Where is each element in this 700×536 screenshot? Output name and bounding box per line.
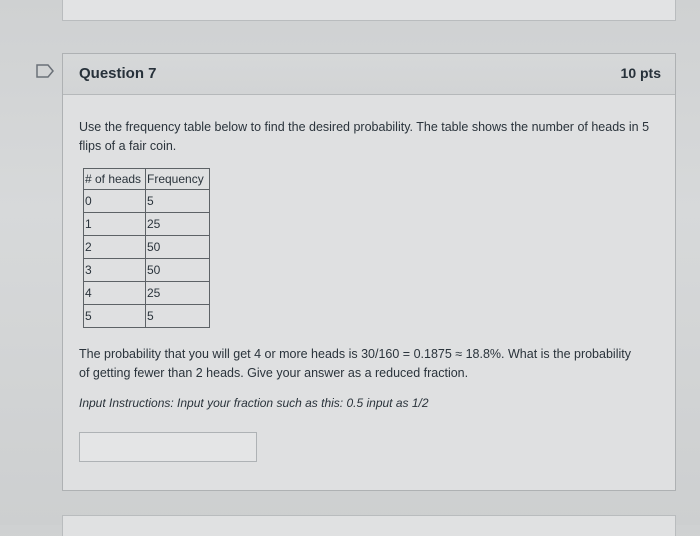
table-cell: 3	[84, 259, 146, 282]
question-card	[62, 53, 676, 491]
previous-question-card	[62, 0, 676, 21]
table-row	[84, 236, 210, 259]
table-cell: 4	[84, 282, 146, 305]
input-instructions: Input Instructions: Input your fraction such as this: 0.5 input as 1/2	[79, 396, 429, 410]
table-cell: 1	[84, 213, 146, 236]
column-header-heads: # of heads	[84, 169, 146, 190]
table-cell: 50	[146, 259, 210, 282]
table-header-row	[84, 169, 210, 190]
answer-input[interactable]	[79, 432, 257, 462]
table-row	[84, 190, 210, 213]
table-cell: 2	[84, 236, 146, 259]
table-cell: 5	[84, 305, 146, 328]
question-explanation: The probability that you will get 4 or more heads is 30/160 = 0.1875 ≈ 18.8%. What is the probability of getting fewer than 2 heads. Give your answer as a reduced fraction.	[79, 347, 631, 380]
table-cell: 25	[146, 282, 210, 305]
question-title: Question 7	[79, 65, 157, 82]
frequency-table	[83, 168, 210, 328]
flag-question-icon[interactable]	[36, 64, 54, 78]
table-cell: 50	[146, 236, 210, 259]
question-points: 10 pts	[620, 65, 661, 81]
question-header	[63, 54, 675, 95]
column-header-frequency: Frequency	[146, 169, 210, 190]
question-text: Use the frequency table below to find the desired probability. The table shows the number of heads in 5 flips of a fair coin.	[79, 120, 650, 153]
table-cell: 5	[146, 190, 210, 213]
table-row	[84, 259, 210, 282]
table-row	[84, 213, 210, 236]
table-cell: 0	[84, 190, 146, 213]
table-cell: 5	[146, 305, 210, 328]
table-row	[84, 282, 210, 305]
table-cell: 25	[146, 213, 210, 236]
next-question-card	[62, 515, 676, 536]
table-row	[84, 305, 210, 328]
